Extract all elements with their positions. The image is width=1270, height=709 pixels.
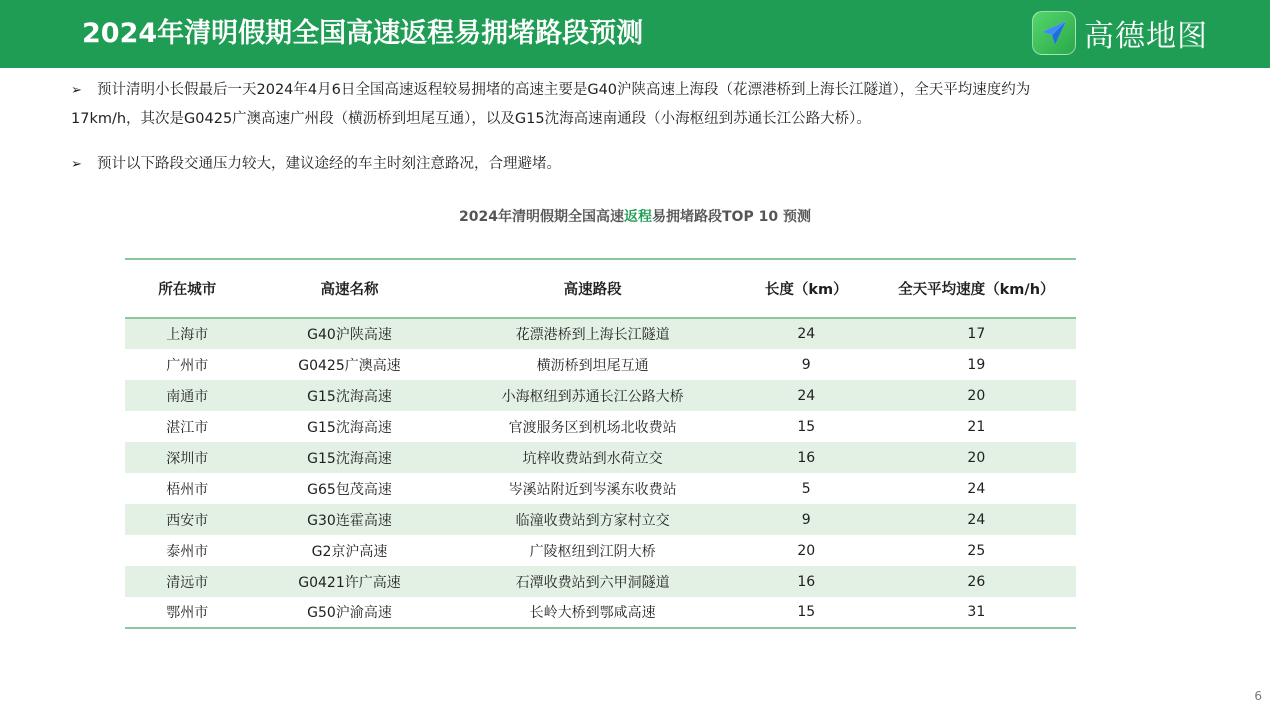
header-highway-name: 高速名称 (320, 282, 379, 298)
cell-city: 上海市 (166, 327, 209, 343)
table-row (125, 504, 1076, 535)
logo (1032, 11, 1208, 55)
table-title (0, 206, 1270, 226)
cell-avg-speed: 17 (967, 326, 986, 342)
cell-length: 16 (797, 573, 816, 590)
logo-text: 高德地图 (1084, 19, 1208, 54)
table-row (125, 442, 1076, 473)
table-row (125, 535, 1076, 566)
cell-length: 24 (797, 326, 816, 342)
header-segment: 高速路段 (563, 282, 622, 298)
cell-highway-name: G30连霍高速 (307, 512, 392, 529)
table-row (125, 411, 1076, 442)
cell-city: 梧州市 (166, 481, 209, 498)
cell-avg-speed: 31 (967, 604, 986, 620)
bullet-text: 预计以下路段交通压力较大，建议途经的车主时刻注意路况，合理避堵。 (97, 156, 561, 172)
cell-city: 广州市 (166, 357, 209, 374)
cell-length: 15 (797, 418, 816, 435)
header-city: 所在城市 (158, 282, 217, 298)
cell-highway-name: G0425广澳高速 (298, 357, 401, 374)
cell-length: 9 (801, 511, 811, 528)
header-length: 长度（km） (764, 282, 848, 298)
cell-highway-name: G40沪陕高速 (307, 327, 392, 343)
cell-segment: 长岭大桥到鄂咸高速 (529, 605, 656, 621)
bullet-arrow-icon: ➢ (71, 157, 82, 172)
table-title-suffix: 易拥堵路段TOP 10 预测 (652, 209, 811, 225)
table-row (125, 349, 1076, 380)
cell-avg-speed: 19 (967, 356, 986, 373)
summary-bullet (71, 76, 1131, 134)
paper-plane-icon (1032, 11, 1076, 55)
table-title-highlight: 返程 (624, 209, 652, 225)
cell-length: 20 (797, 542, 816, 559)
table-row (125, 473, 1076, 504)
cell-avg-speed: 25 (967, 542, 986, 559)
cell-length: 16 (797, 449, 816, 466)
cell-segment: 石潭收费站到六甲洞隧道 (515, 574, 670, 591)
cell-avg-speed: 24 (967, 511, 986, 528)
cell-segment: 坑梓收费站到水荷立交 (522, 450, 663, 467)
cell-avg-speed: 26 (967, 573, 986, 590)
header-avg-speed: 全天平均速度（km/h） (898, 282, 1055, 298)
cell-highway-name: G50沪渝高速 (307, 605, 392, 621)
cell-highway-name: G0421许广高速 (298, 574, 401, 591)
table-title-prefix: 2024年清明假期全国高速 (459, 209, 624, 225)
cell-avg-speed: 24 (967, 480, 986, 497)
cell-length: 15 (797, 604, 816, 620)
cell-city: 泰州市 (166, 543, 209, 560)
table-header-row (125, 259, 1076, 318)
congestion-table (125, 258, 1076, 629)
cell-segment: 横沥桥到坦尾互通 (536, 357, 649, 374)
bullet-text-line1: 预计清明小长假最后一天2024年4月6日全国高速返程较易拥堵的高速主要是G40沪陕高速上海段（花漂港桥到上海长江隧道），全天平均速度约为 (97, 82, 1031, 98)
cell-highway-name: G65包茂高速 (307, 481, 392, 498)
cell-highway-name: G15沈海高速 (307, 450, 392, 467)
cell-highway-name: G15沈海高速 (307, 419, 392, 436)
cell-city: 西安市 (166, 512, 209, 529)
cell-length: 9 (801, 356, 811, 373)
cell-highway-name: G15沈海高速 (307, 388, 392, 405)
header-bar (0, 0, 1270, 68)
cell-segment: 官渡服务区到机场北收费站 (508, 419, 677, 436)
cell-length: 24 (797, 387, 816, 404)
cell-segment: 花漂港桥到上海长江隧道 (515, 327, 670, 343)
cell-segment: 临潼收费站到方家村立交 (515, 512, 670, 529)
cell-city: 深圳市 (166, 450, 209, 467)
table-row (125, 380, 1076, 411)
cell-segment: 广陵枢纽到江阴大桥 (529, 543, 656, 560)
cell-avg-speed: 20 (967, 387, 986, 404)
cell-city: 湛江市 (166, 419, 209, 436)
table-row (125, 318, 1076, 349)
bullet-arrow-icon: ➢ (71, 83, 82, 98)
cell-length: 5 (801, 480, 811, 497)
table-row (125, 597, 1076, 628)
advice-bullet (71, 150, 1131, 179)
cell-avg-speed: 20 (967, 449, 986, 466)
page-number: 6 (1254, 689, 1262, 703)
cell-city: 南通市 (166, 388, 209, 405)
cell-highway-name: G2京沪高速 (311, 543, 388, 560)
table-row (125, 566, 1076, 597)
cell-avg-speed: 21 (967, 418, 986, 435)
cell-segment: 岑溪站附近到岑溪东收费站 (508, 481, 677, 498)
bullet-text-line2: 17km/h，其次是G0425广澳高速广州段（横沥桥到坦尾互通），以及G15沈海高速南通段（小海枢纽到苏通长江公路大桥）。 (71, 111, 871, 127)
cell-city: 鄂州市 (166, 605, 209, 621)
cell-segment: 小海枢纽到苏通长江公路大桥 (501, 388, 684, 405)
page-title: 2024年清明假期全国高速返程易拥堵路段预测 (82, 18, 644, 49)
cell-city: 清远市 (166, 574, 209, 591)
